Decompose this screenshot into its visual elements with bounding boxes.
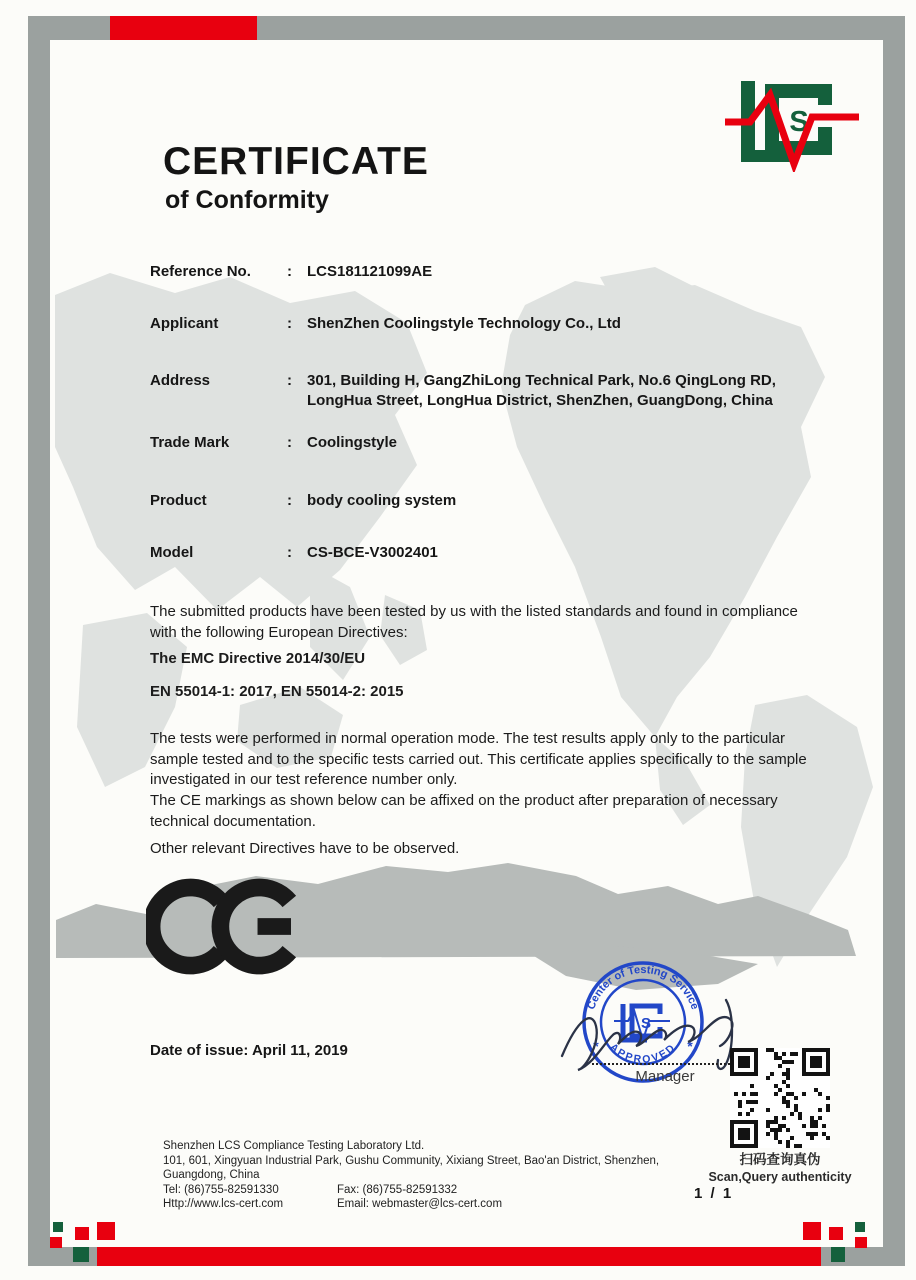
frame-left-border bbox=[28, 16, 50, 1266]
field-row-trademark bbox=[150, 433, 830, 453]
field-row-address bbox=[150, 371, 830, 411]
stamp-asterisk-right: * bbox=[687, 1038, 693, 1054]
deco-square-green bbox=[855, 1222, 865, 1232]
deco-square-red bbox=[75, 1227, 89, 1240]
qr-code bbox=[730, 1048, 830, 1148]
qr-caption bbox=[690, 1148, 870, 1184]
field-colon: : bbox=[287, 434, 292, 451]
stamp-logo-letter: S bbox=[640, 1015, 652, 1032]
deco-square-green bbox=[831, 1247, 845, 1262]
field-colon: : bbox=[287, 315, 292, 332]
footer-web: Http://www.lcs-cert.com bbox=[163, 1198, 284, 1210]
footer-fax: Fax: (86)755-82591332 bbox=[337, 1183, 458, 1196]
deco-square-green bbox=[73, 1247, 89, 1262]
paragraph-compliance: The submitted products have been tested by us with the listed standards and found in compliance with the following European Directives: bbox=[150, 603, 798, 641]
field-row-model bbox=[150, 543, 830, 563]
qr-caption-en: Scan,Query authenticity bbox=[708, 1170, 852, 1184]
stamp-ring-text-bottom: APPROVED bbox=[607, 1041, 679, 1066]
field-colon: : bbox=[287, 372, 292, 389]
deco-square-red bbox=[855, 1237, 867, 1248]
field-value: ShenZhen Coolingstyle Technology Co., Ltd bbox=[307, 315, 621, 332]
field-colon: : bbox=[287, 492, 292, 509]
date-of-issue: Date of issue: April 11, 2019 bbox=[150, 1042, 348, 1059]
paragraph-tests: The tests were performed in normal operation mode. The test results apply only to the particular sample tested and to the specific tests carried out. This certificate applies specifically to the sample investigated in our test reference number only. bbox=[150, 730, 807, 788]
field-colon: : bbox=[287, 263, 292, 280]
deco-square-red bbox=[803, 1222, 821, 1240]
field-label: Reference No. bbox=[150, 263, 251, 280]
field-value: body cooling system bbox=[307, 492, 457, 509]
paragraph-ce-markings: The CE markings as shown below can be affixed on the product after preparation of necessary technical documentation. bbox=[150, 792, 778, 830]
field-row-product bbox=[150, 491, 830, 511]
signature-dotted-line bbox=[592, 1063, 738, 1065]
field-value: 301, Building H, GangZhiLong Technical Park, No.6 QingLong RD, LongHua Street, LongHua District, ShenZhen, GuangDong, China bbox=[307, 372, 776, 409]
deco-square-red bbox=[50, 1237, 62, 1248]
stamp-ring-text-top: Center of Testing Service bbox=[585, 963, 701, 1012]
frame-bottom-red-bar bbox=[97, 1247, 821, 1266]
stamp-asterisk-left: * bbox=[593, 1038, 599, 1054]
field-label: Applicant bbox=[150, 315, 219, 332]
footer-company: Shenzhen LCS Compliance Testing Laboratory Ltd. bbox=[163, 1140, 425, 1152]
ce-mark bbox=[146, 878, 304, 976]
signer-title: Manager bbox=[635, 1068, 695, 1085]
page-subtitle: of Conformity bbox=[165, 186, 329, 214]
field-value: LCS181121099AE bbox=[307, 263, 433, 280]
deco-square-red bbox=[97, 1222, 115, 1240]
field-label: Product bbox=[150, 492, 207, 509]
field-colon: : bbox=[287, 544, 292, 561]
paragraph-directive: The EMC Directive 2014/30/EU bbox=[150, 650, 366, 667]
paragraph-other-directives: Other relevant Directives have to be observed. bbox=[150, 840, 460, 857]
field-row-reference bbox=[150, 262, 830, 282]
paragraph-standards: EN 55014-1: 2017, EN 55014-2: 2015 bbox=[150, 683, 404, 700]
footer-address-line2: Guangdong, China bbox=[163, 1169, 260, 1181]
page-title: CERTIFICATE bbox=[163, 140, 429, 183]
frame-right-border bbox=[883, 16, 905, 1266]
footer-email: Email: webmaster@lcs-cert.com bbox=[337, 1198, 503, 1210]
deco-square-green bbox=[53, 1222, 63, 1232]
frame-top-red-segment bbox=[110, 16, 257, 40]
field-row-applicant bbox=[150, 314, 830, 334]
field-value: CS-BCE-V3002401 bbox=[307, 544, 438, 561]
deco-square-red bbox=[829, 1227, 843, 1240]
lcs-logo-letter: S bbox=[789, 106, 809, 138]
field-label: Address bbox=[150, 372, 211, 389]
field-value: Coolingstyle bbox=[307, 434, 398, 451]
footer-address-line1: 101, 601, Xingyuan Industrial Park, Gushu Community, Xixiang Street, Bao'an District, Shenzhen, bbox=[163, 1154, 660, 1167]
field-label: Trade Mark bbox=[150, 434, 230, 451]
lcs-logo bbox=[722, 72, 862, 172]
footer-tel: Tel: (86)755-82591330 bbox=[163, 1183, 279, 1196]
qr-caption-zh: 扫码查询真伪 bbox=[739, 1152, 821, 1168]
page-indicator: 1 / 1 bbox=[694, 1185, 734, 1202]
field-label: Model bbox=[150, 544, 194, 561]
